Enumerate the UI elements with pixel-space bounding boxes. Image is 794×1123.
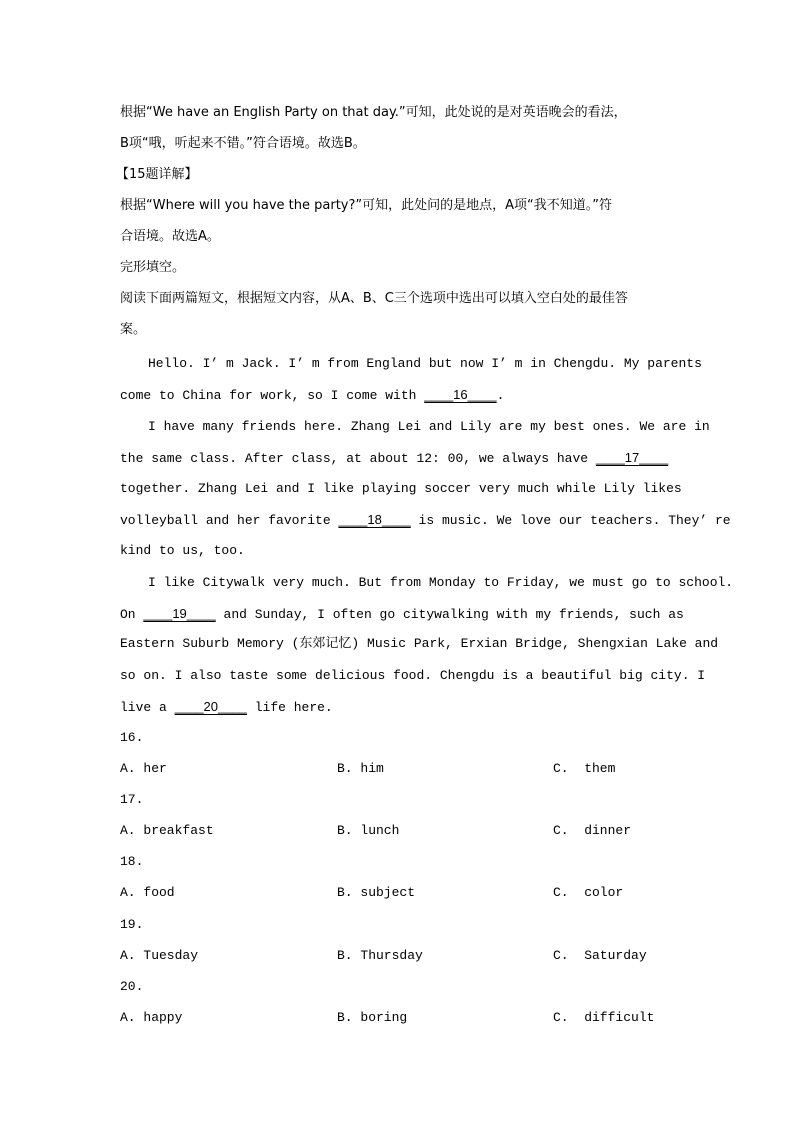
question-number: 20. [120,978,144,994]
passage-text: so on. I also taste some delicious food. Chengdu is a beautiful big city. I [120,668,706,683]
explanation-14-line: 根据“We have an English Party on that day.”可知，此处说的是对英语晚会的看法， [120,105,627,120]
answer-blank: ____18____ [338,512,411,527]
question-number: 16. [120,730,144,745]
passage-line [120,606,684,623]
answer-option[interactable]: C. Saturday [553,947,647,963]
passage-text: live a [120,700,175,715]
passage-text: volleyball and her favorite [120,513,339,528]
passage-line [120,636,718,652]
passage-line [148,575,733,591]
passage-text: kind to us, too. [120,543,245,558]
question-number: 17. [120,792,144,808]
passage-text: the same class. After class, at about 12: 00, we always have [120,451,596,466]
passage-text: I like Citywalk very much. But from Monday to Friday, we must go to school. [148,575,734,590]
explanation-15-line: 合语境。故选A。 [120,229,220,244]
answer-option[interactable]: A. food [120,885,175,901]
passage-line [120,387,504,404]
passage-text: Eastern Suburb Memory (东郊记忆) Music Park, Erxian Bridge, Shengxian Lake and [120,636,719,651]
answer-blank: ____20____ [174,699,247,714]
passage-line [120,481,682,497]
answer-option[interactable]: B. him [337,761,384,776]
answer-option[interactable]: A. Tuesday [120,947,199,963]
answer-option[interactable]: B. subject [337,885,416,901]
instructions-line: 案。 [120,322,147,337]
question-number: 19. [120,916,144,932]
answer-option[interactable]: C. them [553,761,616,776]
passage-line [120,699,333,716]
answer-option[interactable]: B. Thursday [337,947,423,963]
passage-line [120,543,245,559]
answer-option[interactable]: C. dinner [553,823,632,839]
instructions-line: 阅读下面两篇短文，根据短文内容，从A、B、C三个选项中选出可以填入空白处的最佳答 [120,291,628,306]
answer-option[interactable]: B. lunch [337,823,400,839]
passage-text: together. Zhang Lei and I like playing soccer very much while Lily likes [120,481,682,496]
passage-text: and Sunday, I often go citywalking with my friends, such as [215,607,684,622]
passage-line [148,356,702,372]
section-title: 完形填空。 [120,260,186,275]
answer-option[interactable]: C. difficult [553,1009,655,1025]
answer-option[interactable]: B. boring [337,1009,408,1025]
passage-text: is music. We love our teachers. They’ re [410,513,731,528]
answer-blank: ____19____ [143,606,216,621]
passage-line [120,512,731,529]
passage-text: Hello. I’ m Jack. I’ m from England but now I’ m in Chengdu. My parents [148,356,702,371]
answer-option[interactable]: A. her [120,761,167,776]
heading-15: 【15题详解】 [116,167,198,182]
answer-blank: ____17____ [595,450,669,465]
explanation-14-line: B项“哦，听起来不错。”符合语境。故选B。 [120,136,366,151]
passage-text: . [496,388,505,403]
answer-option[interactable]: A. breakfast [120,823,214,839]
passage-text: life here. [246,700,333,715]
passage-line [148,419,710,435]
answer-option[interactable]: A. happy [120,1009,183,1025]
passage-line [120,668,705,684]
passage-text: come to China for work, so I come with [120,388,425,403]
question-number: 18. [120,854,144,870]
explanation-15-line: 根据“Where will you have the party?”可知，此处问的是地点，A项“我不知道。”符 [120,198,612,213]
answer-blank: ____16____ [424,387,497,402]
passage-text: I have many friends here. Zhang Lei and Lily are my best ones. We are in [148,419,710,434]
passage-text: On [120,607,144,622]
passage-line [120,450,668,467]
answer-option[interactable]: C. color [553,885,624,901]
